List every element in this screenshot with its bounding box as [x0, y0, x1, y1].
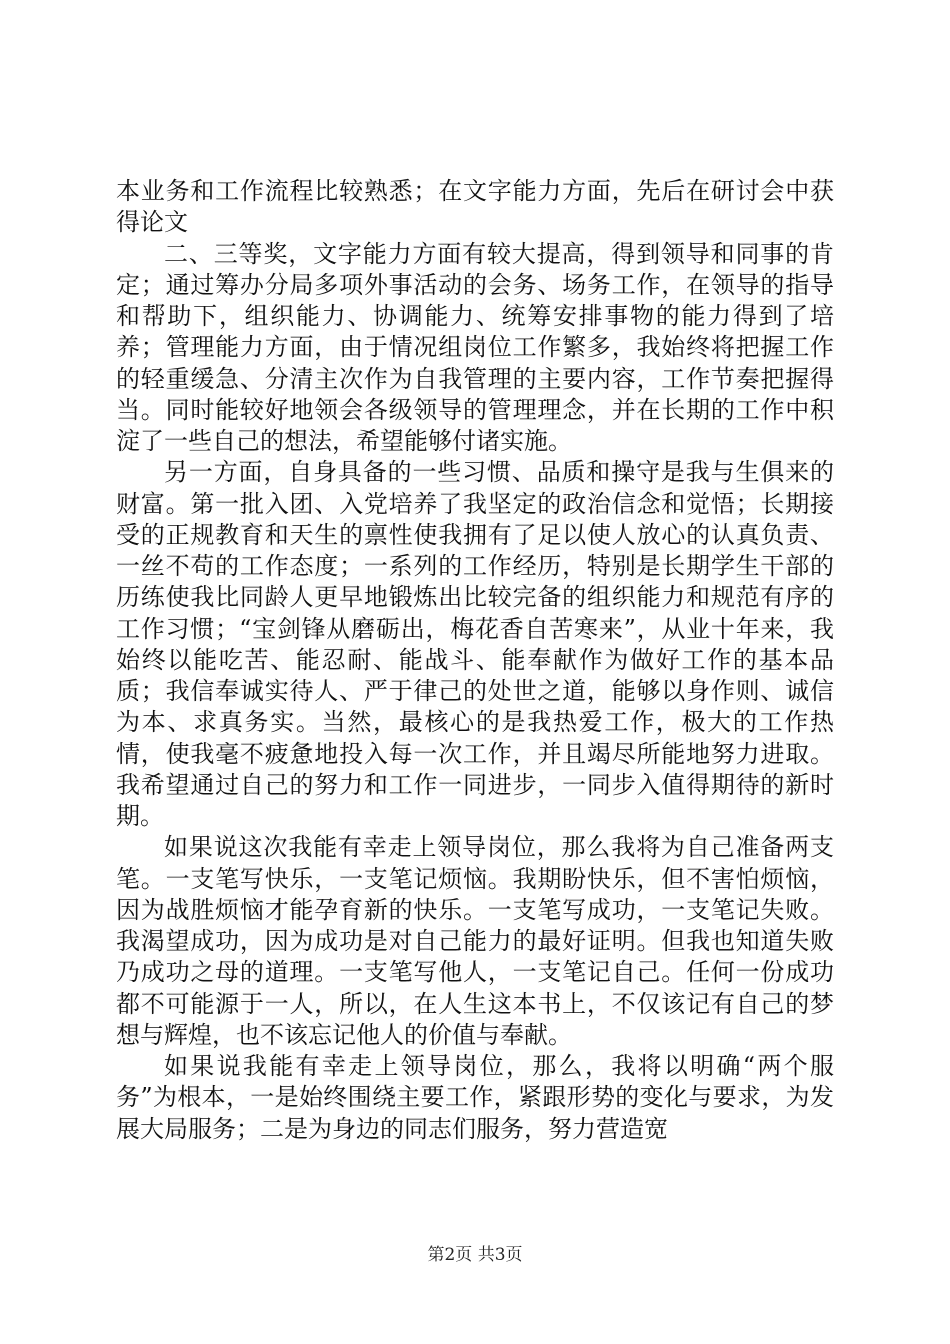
document-body [116, 176, 834, 1145]
paragraph-5: 如果说我能有幸走上领导岗位，那么，我将以明确“两个服务”为根本，一是始终围绕主要工作，紧跟形势的变化与要求，为发展大局服务；二是为身边的同志们服务，努力营造宽 [116, 1052, 834, 1143]
paragraph-3: 另一方面，自身具备的一些习惯、品质和操守是我与生俱来的财富。第一批入团、入党培养了我坚定的政治信念和觉悟；长期接受的正规教育和天生的禀性使我拥有了足以使人放心的认真负责、一丝不苟的工作态度；一系列的工作经历，特别是长期学生干部的历练使我比同龄人更早地锻炼出比较完备的组织能力和规范有序的工作习惯；“宝剑锋从磨砺出，梅花香自苦寒来”，从业十年来，我始终以能吃苦、能忍耐、能战斗、能奉献作为做好工作的基本品质；我信奉诚实待人、严于律己的处世之道，能够以身作则、诚信为本、求真务实。当然，最核心的是我热爱工作，极大的工作热情，使我毫不疲惫地投入每一次工作，并且竭尽所能地努力进取。我希望通过自己的努力和工作一同进步，一同步入值得期待的新时期。 [116, 458, 834, 830]
paragraph-1: 本业务和工作流程比较熟悉；在文字能力方面，先后在研讨会中获得论文 [116, 177, 834, 237]
paragraph-2: 二、三等奖，文字能力方面有较大提高，得到领导和同事的肯定；通过筹办分局多项外事活动的会务、场务工作，在领导的指导和帮助下，组织能力、协调能力、统筹安排事物的能力得到了培养；管理能力方面，由于情况组岗位工作繁多，我始终将把握工作的轻重缓急、分清主次作为自我管理的主要内容，工作节奏把握得当。同时能较好地领会各级领导的管理理念，并在长期的工作中积淀了一些自己的想法，希望能够付诸实施。 [116, 239, 834, 455]
paragraph-4: 如果说这次我能有幸走上领导岗位，那么我将为自己准备两支笔。一支笔写快乐，一支笔记烦恼。我期盼快乐，但不害怕烦恼，因为战胜烦恼才能孕育新的快乐。一支笔写成功，一支笔记失败。我渴望成功，因为成功是对自己能力的最好证明。但我也知道失败乃成功之母的道理。一支笔写他人，一支笔记自己。任何一份成功都不可能源于一人，所以，在人生这本书上，不仅该记有自己的梦想与辉煌，也不该忘记他人的价值与奉献。 [116, 833, 834, 1049]
page-footer: 第2页 共3页 [427, 1245, 523, 1265]
